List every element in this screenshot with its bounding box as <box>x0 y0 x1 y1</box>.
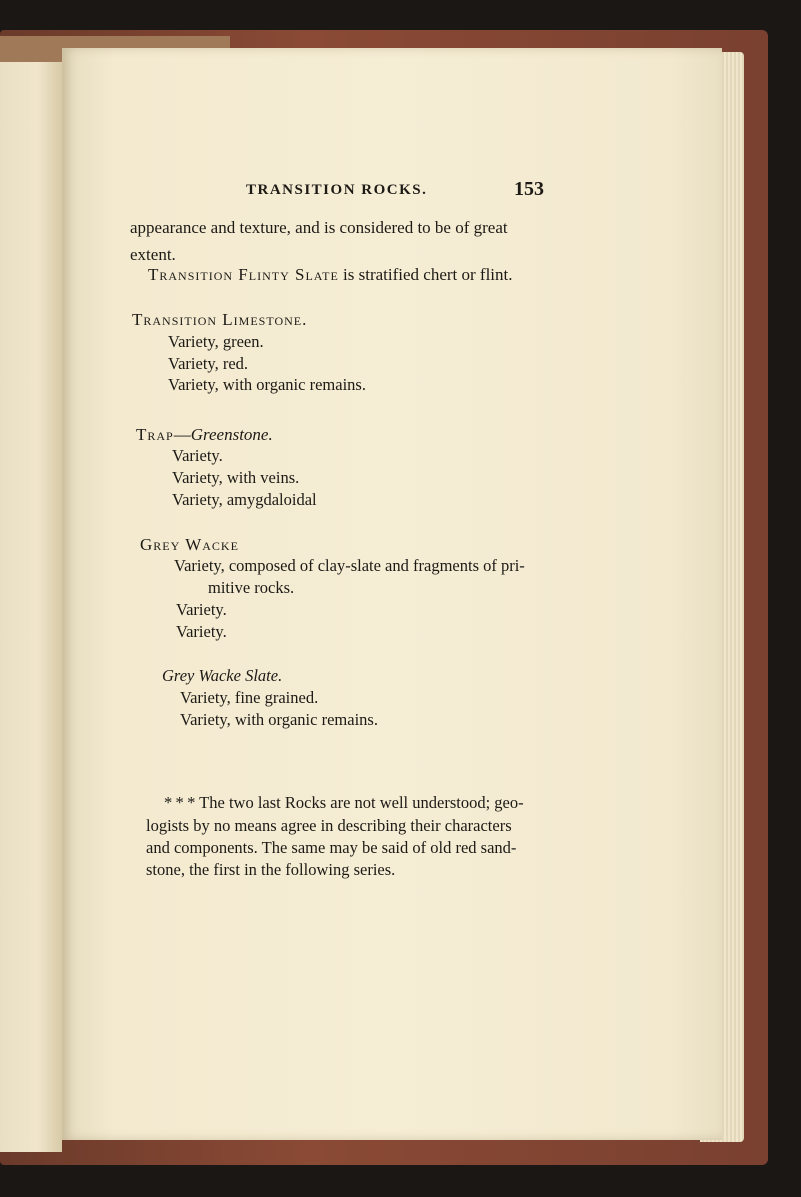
footnote-line: stone, the first in the following series. <box>146 860 396 879</box>
list-item: Variety, with veins. <box>172 468 300 487</box>
list-item: Variety, green. <box>168 332 264 351</box>
trap-subtitle: Greenstone. <box>190 425 273 444</box>
list-item: Variety, with organic remains. <box>180 710 378 729</box>
limestone-heading: Transition Limestone. <box>132 310 308 329</box>
running-header: TRANSITION ROCKS. <box>246 182 428 198</box>
list-item: Variety, with organic remains. <box>168 375 366 394</box>
left-page-edge <box>0 62 62 1152</box>
footnote-line <box>164 793 524 813</box>
list-item: Variety, fine grained. <box>180 688 319 707</box>
grey-wacke-slate-title: Grey Wacke Slate. <box>162 666 283 685</box>
book-page <box>62 48 722 1140</box>
text-line <box>148 265 513 285</box>
text-line: appearance and texture, and is considered to be of great <box>130 218 508 237</box>
trap-dash: — <box>173 425 191 444</box>
list-item-continuation: mitive rocks. <box>208 578 295 597</box>
list-item: Variety. <box>172 446 223 465</box>
trap-heading <box>136 425 273 445</box>
footnote-line: logists by no means agree in describing their characters <box>146 816 512 835</box>
footnote-line: and components. The same may be said of old red sand- <box>146 838 517 857</box>
list-item: Variety, amygdaloidal <box>172 490 317 509</box>
footnote-text: The two last Rocks are not well understood; geo- <box>195 793 524 812</box>
text-line: extent. <box>130 245 176 264</box>
list-item: Variety. <box>176 622 227 641</box>
page-number: 153 <box>514 178 544 200</box>
grey-wacke-heading: Grey Wacke <box>140 535 239 554</box>
flinty-slate-description: is stratified chert or flint. <box>338 265 513 284</box>
list-item: Variety, composed of clay-slate and fragments of pri- <box>174 556 525 575</box>
trap-label: Trap <box>136 425 174 444</box>
grey-wacke-slate-heading <box>162 666 282 686</box>
list-item: Variety, red. <box>168 354 249 373</box>
list-item: Variety. <box>176 600 227 619</box>
flinty-slate-heading: Transition Flinty Slate <box>148 265 339 284</box>
footnote-asterisks: * * * <box>164 793 196 812</box>
